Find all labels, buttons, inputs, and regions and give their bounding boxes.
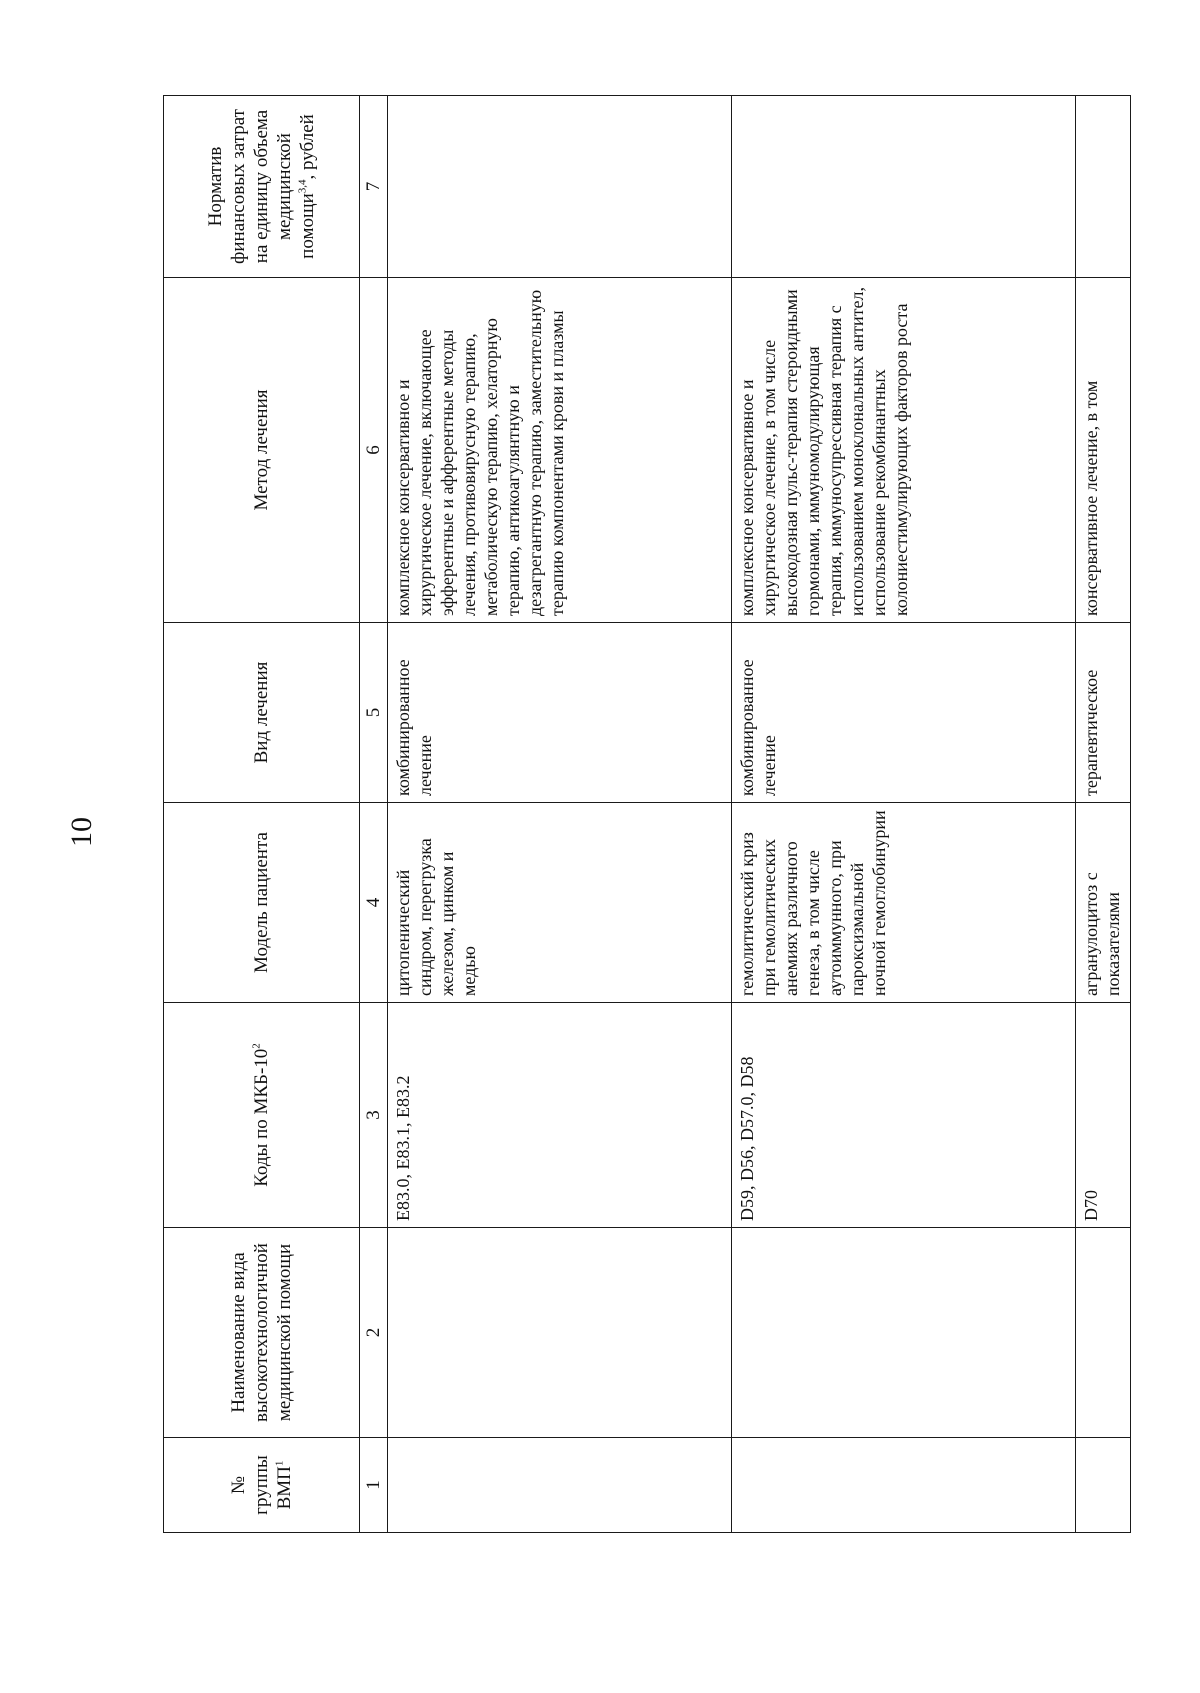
type-cell: комбинированное лечение — [732, 623, 1076, 803]
method-cell: комплексное консервативное и хирургическое лечение, включающее эфферентные и афферентные методы лечения, противовирусную терапию, метаболическую терапию, хелаторную терапию, антикоагулянтную и дезагрегантную терапию, заместительную терапию компонентами крови и плазмы — [388, 278, 732, 623]
name-cell — [388, 1228, 732, 1438]
column-number-row — [360, 96, 388, 1533]
name-cell — [732, 1228, 1076, 1438]
group-cell — [732, 1438, 1076, 1533]
cost-cell — [1076, 96, 1131, 278]
header-model: Модель пациента — [164, 803, 360, 1003]
method-cell: консервативное лечение, в том — [1076, 278, 1131, 623]
column-number: 7 — [360, 96, 388, 278]
model-cell: цитопенический синдром, перегрузка железом, цинком и медью — [388, 803, 732, 1003]
model-cell: агранулоцитоз с показателями — [1076, 803, 1131, 1003]
header-name: Наименование вида высокотехнологичной медицинской помощи — [164, 1228, 360, 1438]
group-cell — [388, 1438, 732, 1533]
header-group: № группы ВМП$^1$ — [164, 1438, 360, 1533]
header-method: Метод лечения — [164, 278, 360, 623]
name-cell — [1076, 1228, 1131, 1438]
header-type: Вид лечения — [164, 623, 360, 803]
codes-cell: E83.0, E83.1, E83.2 — [388, 1003, 732, 1228]
type-cell: терапевтическое — [1076, 623, 1131, 803]
column-number: 5 — [360, 623, 388, 803]
rotated-table-container — [163, 96, 1124, 1533]
model-cell: гемолитический криз при гемолитических анемиях различного генеза, в том числе аутоиммунного, при пароксизмальной ночной гемоглобинурии — [732, 803, 1076, 1003]
type-cell: комбинированное лечение — [388, 623, 732, 803]
codes-cell: D70 — [1076, 1003, 1131, 1228]
group-cell — [1076, 1438, 1131, 1533]
header-cost: Норматив финансовых затрат на единицу объема медицинской помощи$^{3,4}$, рублей — [164, 96, 360, 278]
header-codes: Коды по МКБ-$10^2$ — [164, 1003, 360, 1228]
column-number: 3 — [360, 1003, 388, 1228]
header-row — [164, 96, 360, 1533]
cost-cell — [732, 96, 1076, 278]
treatment-table — [163, 95, 1131, 1533]
column-number: 1 — [360, 1438, 388, 1533]
method-cell: комплексное консервативное и хирургическое лечение, в том числе высокодозная пульс-терапия стероидными гормонами, иммуномодулирующая терапия, иммуносупрессивная терапия с использованием моноклональных антител, использование рекомбинантных колониестимулирующих факторов роста — [732, 278, 1076, 623]
page-number: 10 — [65, 817, 98, 847]
table-row — [1076, 96, 1131, 1533]
column-number: 4 — [360, 803, 388, 1003]
cost-cell — [388, 96, 732, 278]
column-number: 2 — [360, 1228, 388, 1438]
table-row — [388, 96, 732, 1533]
codes-cell: D59, D56, D57.0, D58 — [732, 1003, 1076, 1228]
column-number: 6 — [360, 278, 388, 623]
table-row — [732, 96, 1076, 1533]
